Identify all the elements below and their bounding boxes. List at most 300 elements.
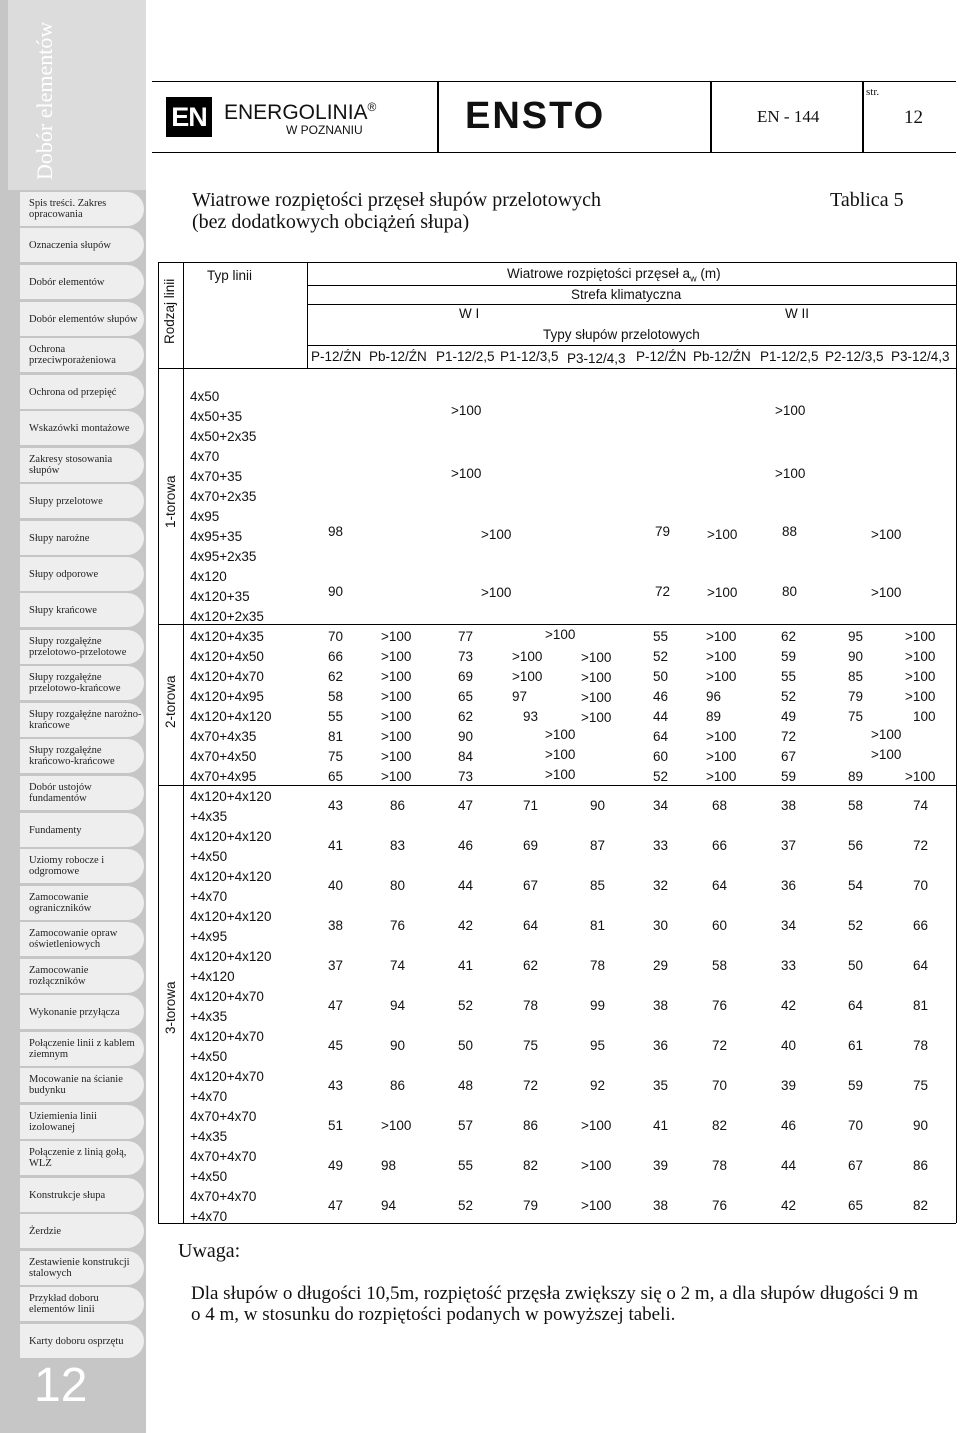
pole-type-header: P1-12/3,5 (500, 349, 559, 364)
line-type-cell: 4x120+4x120 (190, 949, 272, 964)
table-cell: 46 (653, 689, 669, 704)
table-cell: >100 (512, 669, 543, 684)
line-type-cell: 4x95+35 (190, 529, 243, 544)
line-type-cell: 4x120+4x35 (190, 629, 264, 644)
table-cell: 40 (328, 878, 344, 893)
table-cell: >100 (706, 729, 737, 744)
main-header (507, 266, 721, 284)
table-cell: >100 (905, 649, 936, 664)
line-type-cell: 4x50+35 (190, 409, 243, 424)
sidebar-item-label: Zamocowanie ograniczników (29, 892, 92, 914)
table-cell: 42 (458, 918, 474, 933)
table-cell: 62 (523, 958, 539, 973)
table-cell: 66 (712, 838, 728, 853)
table-cell: 69 (458, 669, 474, 684)
line-type-cell: +4x95 (190, 929, 228, 944)
sidebar-item-label: Mocowanie na ścianie budynku (29, 1074, 123, 1096)
table-cell: 70 (913, 878, 929, 893)
pole-type-header: P3-12/4,3 (567, 351, 626, 366)
ensto-logo: ENSTO (465, 95, 606, 137)
table-cell: 46 (781, 1118, 797, 1133)
table-cell: 79 (655, 524, 671, 539)
pole-type-header: P-12/ŹN (311, 349, 362, 364)
table-cell: 95 (590, 1038, 606, 1053)
table-cell: 45 (328, 1038, 344, 1053)
pole-type-header: P1-12/2,5 (760, 349, 819, 364)
table-cell: 56 (848, 838, 864, 853)
line-type-cell: 4x120+4x120 (190, 709, 272, 724)
table-cell: 90 (458, 729, 474, 744)
line-type-cell: 4x95 (190, 509, 220, 524)
line-type-cell: 4x70+4x70 (190, 1189, 257, 1204)
sidebar-item-label: Karty doboru osprzętu (29, 1335, 124, 1347)
line-type-cell: 4x120+4x70 (190, 1029, 264, 1044)
table-cell: 80 (390, 878, 406, 893)
table-cell: 81 (913, 998, 929, 1013)
table-cell: 38 (653, 998, 669, 1013)
line-type-cell: 4x50 (190, 389, 220, 404)
table-cell: 30 (653, 918, 669, 933)
note-text: Dla słupów o długości 10,5m, rozpiętość przęsła zwiększy się o 2 m, a dla słupów długości 9 m o 4 m, w stosunku do rozpiętości podanych w powyższej tabeli. (191, 1283, 919, 1325)
col-rodzaj-header: Rodzaj linii (162, 278, 177, 344)
table-cell: 90 (913, 1118, 929, 1133)
table-cell: 78 (523, 998, 539, 1013)
table-cell: 72 (913, 838, 929, 853)
table-cell: >100 (381, 709, 412, 724)
table-cell: 43 (328, 798, 344, 813)
table-cell: 52 (653, 769, 669, 784)
table-cell: >100 (381, 769, 412, 784)
table-cell: 100 (913, 709, 936, 724)
table-cell: 79 (523, 1198, 539, 1213)
table-cell: 67 (848, 1158, 864, 1173)
table-cell: 58 (848, 798, 864, 813)
table-cell: 35 (653, 1078, 669, 1093)
sidebar-item-label: Żerdzie (29, 1225, 62, 1237)
table-cell: 83 (390, 838, 406, 853)
table-cell: 78 (712, 1158, 728, 1173)
table-cell: 65 (848, 1198, 864, 1213)
table-cell: 46 (458, 838, 474, 853)
table-cell: >100 (871, 527, 902, 542)
line-type-cell: +4x70 (190, 1209, 228, 1224)
line-type-cell: 4x120+4x50 (190, 649, 264, 664)
table-cell: >100 (905, 629, 936, 644)
pole-type-header: P2-12/3,5 (825, 349, 884, 364)
table-cell: 62 (781, 629, 797, 644)
table-cell: 64 (913, 958, 929, 973)
line-type-cell: 4x70+2x35 (190, 489, 257, 504)
pole-type-header: Pb-12/ŹN (693, 349, 751, 364)
table-cell: >100 (905, 689, 936, 704)
table-cell: 40 (781, 1038, 797, 1053)
table-cell: 92 (590, 1078, 606, 1093)
table-cell: >100 (871, 585, 902, 600)
table-cell: 34 (653, 798, 669, 813)
table-cell: >100 (581, 670, 612, 685)
table-cell: >100 (581, 690, 612, 705)
table-cell: 74 (390, 958, 406, 973)
line-type-cell: 4x50+2x35 (190, 429, 257, 444)
line-type-cell: +4x70 (190, 889, 228, 904)
table-cell: >100 (381, 1118, 412, 1133)
sidebar-item-label: Słupy przelotowe (29, 495, 103, 507)
table-cell: 94 (390, 998, 406, 1013)
sidebar-item-label: Słupy rozgałęźne narożno-krańcowe (29, 709, 142, 731)
table-cell: 84 (458, 749, 474, 764)
table-cell: 29 (653, 958, 669, 973)
page-number: 12 (904, 107, 923, 128)
table-cell: 41 (328, 838, 344, 853)
line-type-cell: 4x120 (190, 569, 227, 584)
sidebar-item-label: Ochrona przeciwporażeniowa (29, 344, 116, 366)
table-cell: 64 (523, 918, 539, 933)
table-cell: >100 (381, 629, 412, 644)
table-cell: >100 (545, 627, 576, 642)
table-cell: 38 (328, 918, 344, 933)
table-cell: >100 (581, 710, 612, 725)
sidebar-item-label: Dobór ustojów fundamentów (29, 782, 92, 804)
table-cell: 72 (712, 1038, 728, 1053)
table-cell: >100 (706, 749, 737, 764)
table-cell: 81 (590, 918, 606, 933)
sidebar-item-label: Wykonanie przyłącza (29, 1006, 120, 1018)
table-cell: 50 (458, 1038, 474, 1053)
table-cell: >100 (707, 527, 738, 542)
table-cell: 93 (523, 709, 539, 724)
table-cell: >100 (481, 527, 512, 542)
table-cell: >100 (581, 650, 612, 665)
sidebar-page-number: 12 (34, 1359, 88, 1412)
table-cell: 78 (590, 958, 606, 973)
table-cell: 42 (781, 1198, 797, 1213)
table-cell: 47 (328, 1198, 344, 1213)
line-type-cell: +4x35 (190, 809, 228, 824)
table-cell: >100 (381, 749, 412, 764)
sidebar-item-label: Ochrona od przepięć (29, 386, 117, 398)
table-cell: 66 (913, 918, 929, 933)
line-type-cell: 4x120+4x120 (190, 869, 272, 884)
table-cell: 73 (458, 769, 474, 784)
table-cell: >100 (512, 649, 543, 664)
table-cell: 65 (328, 769, 344, 784)
line-type-cell: 4x70+4x95 (190, 769, 257, 784)
table-cell: 48 (458, 1078, 474, 1093)
zone-w1: W I (459, 306, 480, 321)
table-number: Tablica 5 (830, 189, 904, 211)
table-cell: 33 (781, 958, 797, 973)
table-cell: >100 (706, 669, 737, 684)
table-cell: 52 (653, 649, 669, 664)
group-label-2: 2-torowa (163, 675, 178, 728)
table-cell: 72 (523, 1078, 539, 1093)
table-cell: >100 (545, 747, 576, 762)
table-cell: 52 (458, 1198, 474, 1213)
table-cell: 78 (913, 1038, 929, 1053)
main-header-sub: w (690, 273, 697, 284)
pole-type-header: Pb-12/ŹN (369, 349, 427, 364)
line-type-cell: +4x35 (190, 1129, 228, 1144)
table-cell: 76 (712, 998, 728, 1013)
table-cell: 39 (653, 1158, 669, 1173)
table-cell: 76 (390, 918, 406, 933)
table-cell: 66 (328, 649, 344, 664)
table-cell: 95 (848, 629, 864, 644)
table-cell: 75 (328, 749, 344, 764)
table-cell: >100 (451, 403, 482, 418)
line-type-cell: 4x70+4x70 (190, 1149, 257, 1164)
sidebar-item-label: Spis treści. Zakres opracowania (29, 198, 107, 220)
group-label-3: 3-torowa (163, 981, 178, 1034)
table-cell: 38 (653, 1198, 669, 1213)
table-cell: 42 (781, 998, 797, 1013)
table-cell: 55 (781, 669, 797, 684)
table-cell: 88 (782, 524, 798, 539)
table-cell: >100 (581, 1118, 612, 1133)
table-cell: 44 (653, 709, 669, 724)
table-cell: 85 (848, 669, 864, 684)
table-cell: 52 (781, 689, 797, 704)
table-cell: 38 (781, 798, 797, 813)
group-label-1: 1-torowa (163, 475, 178, 528)
line-type-cell: 4x70+4x50 (190, 749, 257, 764)
company-city: W POZNANIU (286, 123, 363, 137)
sidebar-item-label: Wskazówki montażowe (29, 422, 130, 434)
table-cell: 67 (781, 749, 797, 764)
table-cell: 58 (328, 689, 344, 704)
table-cell: 82 (712, 1118, 728, 1133)
table-cell: >100 (775, 466, 806, 481)
table-cell: >100 (775, 403, 806, 418)
sidebar-item-label: Zamocowanie opraw oświetleniowych (29, 928, 118, 950)
table-cell: >100 (381, 649, 412, 664)
table-cell: 49 (781, 709, 797, 724)
table-cell: 52 (848, 918, 864, 933)
table-cell: 87 (590, 838, 606, 853)
table-cell: >100 (707, 585, 738, 600)
table-cell: 89 (706, 709, 722, 724)
sidebar-item-label: Słupy odporowe (29, 568, 99, 580)
line-type-cell: 4x70+4x35 (190, 729, 257, 744)
table-cell: >100 (871, 727, 902, 742)
table-cell: 73 (458, 649, 474, 664)
lang-badge: EN (166, 97, 212, 137)
table-cell: 64 (712, 878, 728, 893)
table-cell: 69 (523, 838, 539, 853)
table-cell: 33 (653, 838, 669, 853)
sidebar-section-title-text: Dobór elementów (32, 21, 57, 180)
table-cell: >100 (871, 747, 902, 762)
table-cell: 85 (590, 878, 606, 893)
line-type-cell: 4x120+4x120 (190, 909, 272, 924)
sidebar-item-label: Słupy rozgałęźne krańcowo-krańcowe (29, 745, 115, 767)
line-type-cell: 4x70+35 (190, 469, 243, 484)
table-cell: >100 (481, 585, 512, 600)
pole-type-header: P1-12/2,5 (436, 349, 495, 364)
note-label: Uwaga: (178, 1240, 241, 1262)
table-cell: 44 (781, 1158, 797, 1173)
line-type-cell: 4x120+4x120 (190, 789, 272, 804)
table-cell: 55 (653, 629, 669, 644)
table-cell: 80 (782, 584, 798, 599)
table-cell: 64 (848, 998, 864, 1013)
line-type-cell: 4x120+35 (190, 589, 250, 604)
table-cell: 76 (712, 1198, 728, 1213)
table-cell: 62 (328, 669, 344, 684)
sidebar-item-label: Fundamenty (29, 824, 82, 836)
sidebar-item-label: Oznaczenia słupów (29, 239, 111, 251)
table-cell: 98 (328, 524, 344, 539)
main-header-unit: (m) (696, 266, 721, 281)
sidebar-item-label: Przykład doboru elementów linii (29, 1293, 99, 1315)
sidebar-item-label: Uziemienia linii izolowanej (29, 1111, 97, 1133)
table-cell: 59 (781, 649, 797, 664)
table-cell: >100 (706, 769, 737, 784)
table-cell: 90 (390, 1038, 406, 1053)
zone-header: Strefa klimatyczna (571, 287, 682, 302)
table-cell: 41 (653, 1118, 669, 1133)
table-cell: >100 (581, 1158, 612, 1173)
table-cell: 82 (913, 1198, 929, 1213)
sidebar-item-label: Połączenie z linią gołą, WLZ (29, 1147, 127, 1169)
table-cell: 90 (590, 798, 606, 813)
table-cell: 81 (328, 729, 344, 744)
table-cell: 79 (848, 689, 864, 704)
sidebar-item-label: Słupy narożne (29, 532, 90, 544)
line-type-cell: 4x120+4x120 (190, 829, 272, 844)
line-type-cell: +4x35 (190, 1009, 228, 1024)
table-cell: 89 (848, 769, 864, 784)
company-name-text: ENERGOLINIA (224, 101, 368, 124)
zone-w2: W II (785, 306, 809, 321)
table-cell: 62 (458, 709, 474, 724)
line-type-cell: 4x120+4x95 (190, 689, 264, 704)
main-header-text: Wiatrowe rozpiętości przęseł a (507, 266, 691, 281)
table-cell: 37 (781, 838, 797, 853)
table-cell: 41 (458, 958, 474, 973)
title-line-2: (bez dodatkowych obciążeń słupa) (192, 211, 470, 233)
table-cell: 77 (458, 629, 474, 644)
line-type-cell: +4x120 (190, 969, 235, 984)
table-cell: 70 (848, 1118, 864, 1133)
table-cell: >100 (905, 669, 936, 684)
table-cell: 71 (523, 798, 539, 813)
table-cell: 72 (781, 729, 797, 744)
table-cell: 32 (653, 878, 669, 893)
line-type-cell: 4x70+4x70 (190, 1109, 257, 1124)
sidebar-item-label: Zakresy stosowania słupów (29, 454, 113, 476)
table-cell: 97 (512, 689, 528, 704)
sidebar-item-label: Zamocowanie rozłączników (29, 965, 89, 987)
table-cell: 47 (328, 998, 344, 1013)
types-header: Typy słupów przelotowych (543, 327, 700, 342)
table-cell: 75 (848, 709, 864, 724)
table-cell: 50 (848, 958, 864, 973)
table-cell: >100 (381, 689, 412, 704)
table-cell: 60 (712, 918, 728, 933)
table-cell: 98 (381, 1158, 397, 1173)
table-cell: 94 (381, 1198, 397, 1213)
line-type-cell: +4x50 (190, 1049, 228, 1064)
line-type-cell: 4x70 (190, 449, 220, 464)
registered-mark: ® (367, 100, 377, 114)
table-cell: 86 (390, 798, 406, 813)
table-cell: 70 (712, 1078, 728, 1093)
table-cell: 60 (653, 749, 669, 764)
table-cell: 64 (653, 729, 669, 744)
sidebar-item-label: Słupy rozgałęźne przelotowo-krańcowe (29, 672, 121, 694)
table-cell: >100 (706, 629, 737, 644)
table-cell: 58 (712, 958, 728, 973)
table-cell: 47 (458, 798, 474, 813)
table-cell: 39 (781, 1078, 797, 1093)
table-cell: 44 (458, 878, 474, 893)
table-cell: >100 (545, 767, 576, 782)
table-cell: 86 (523, 1118, 539, 1133)
sidebar-item-label: Zestawienie konstrukcji stalowych (29, 1257, 130, 1279)
document-code: EN - 144 (757, 107, 820, 126)
table-cell: 57 (458, 1118, 474, 1133)
table-cell: 50 (653, 669, 669, 684)
table-cell: 55 (328, 709, 344, 724)
sidebar-item-label: Uziomy robocze i odgromowe (29, 855, 105, 877)
table-cell: 90 (848, 649, 864, 664)
line-type-cell: 4x120+4x70 (190, 669, 264, 684)
table-cell: 65 (458, 689, 474, 704)
table-cell: 96 (706, 689, 722, 704)
table-cell: >100 (581, 1198, 612, 1213)
line-type-cell: 4x120+4x70 (190, 989, 264, 1004)
table-cell: >100 (451, 466, 482, 481)
table-cell: 70 (328, 629, 344, 644)
table-cell: >100 (381, 729, 412, 744)
line-type-cell: +4x70 (190, 1089, 228, 1104)
table-cell: 59 (848, 1078, 864, 1093)
table-cell: 52 (458, 998, 474, 1013)
sidebar-item-label: Słupy rozgałęźne przelotowo-przelotowe (29, 636, 127, 658)
line-type-cell: +4x50 (190, 849, 228, 864)
table-cell: >100 (905, 769, 936, 784)
line-type-cell: +4x50 (190, 1169, 228, 1184)
pole-type-header: P-12/ŹN (636, 349, 687, 364)
table-cell: >100 (545, 727, 576, 742)
sidebar-item-label: Konstrukcje słupa (29, 1189, 106, 1201)
col-typ-header: Typ linii (207, 268, 253, 283)
table-cell: 67 (523, 878, 539, 893)
table-cell: 51 (328, 1118, 344, 1133)
table-cell: 36 (781, 878, 797, 893)
table-cell: 75 (913, 1078, 929, 1093)
sidebar-item-label: Dobór elementów słupów (29, 313, 138, 325)
table-cell: 99 (590, 998, 606, 1013)
table-cell: 68 (712, 798, 728, 813)
page-label: str. (866, 86, 880, 98)
table-cell: 75 (523, 1038, 539, 1053)
table-cell: 59 (781, 769, 797, 784)
table-cell: 61 (848, 1038, 864, 1053)
table-cell: 54 (848, 878, 864, 893)
title-line-1: Wiatrowe rozpiętości przęseł słupów przelotowych (192, 189, 602, 211)
table-cell: 72 (655, 584, 671, 599)
sidebar-item-label: Połączenie linii z kablem ziemnym (29, 1038, 135, 1060)
table-cell: >100 (706, 649, 737, 664)
table-cell: 90 (328, 584, 344, 599)
line-type-cell: 4x120+4x70 (190, 1069, 264, 1084)
line-type-cell: 4x95+2x35 (190, 549, 257, 564)
table-cell: 36 (653, 1038, 669, 1053)
line-type-cell: 4x120+2x35 (190, 609, 264, 624)
table-cell: 43 (328, 1078, 344, 1093)
